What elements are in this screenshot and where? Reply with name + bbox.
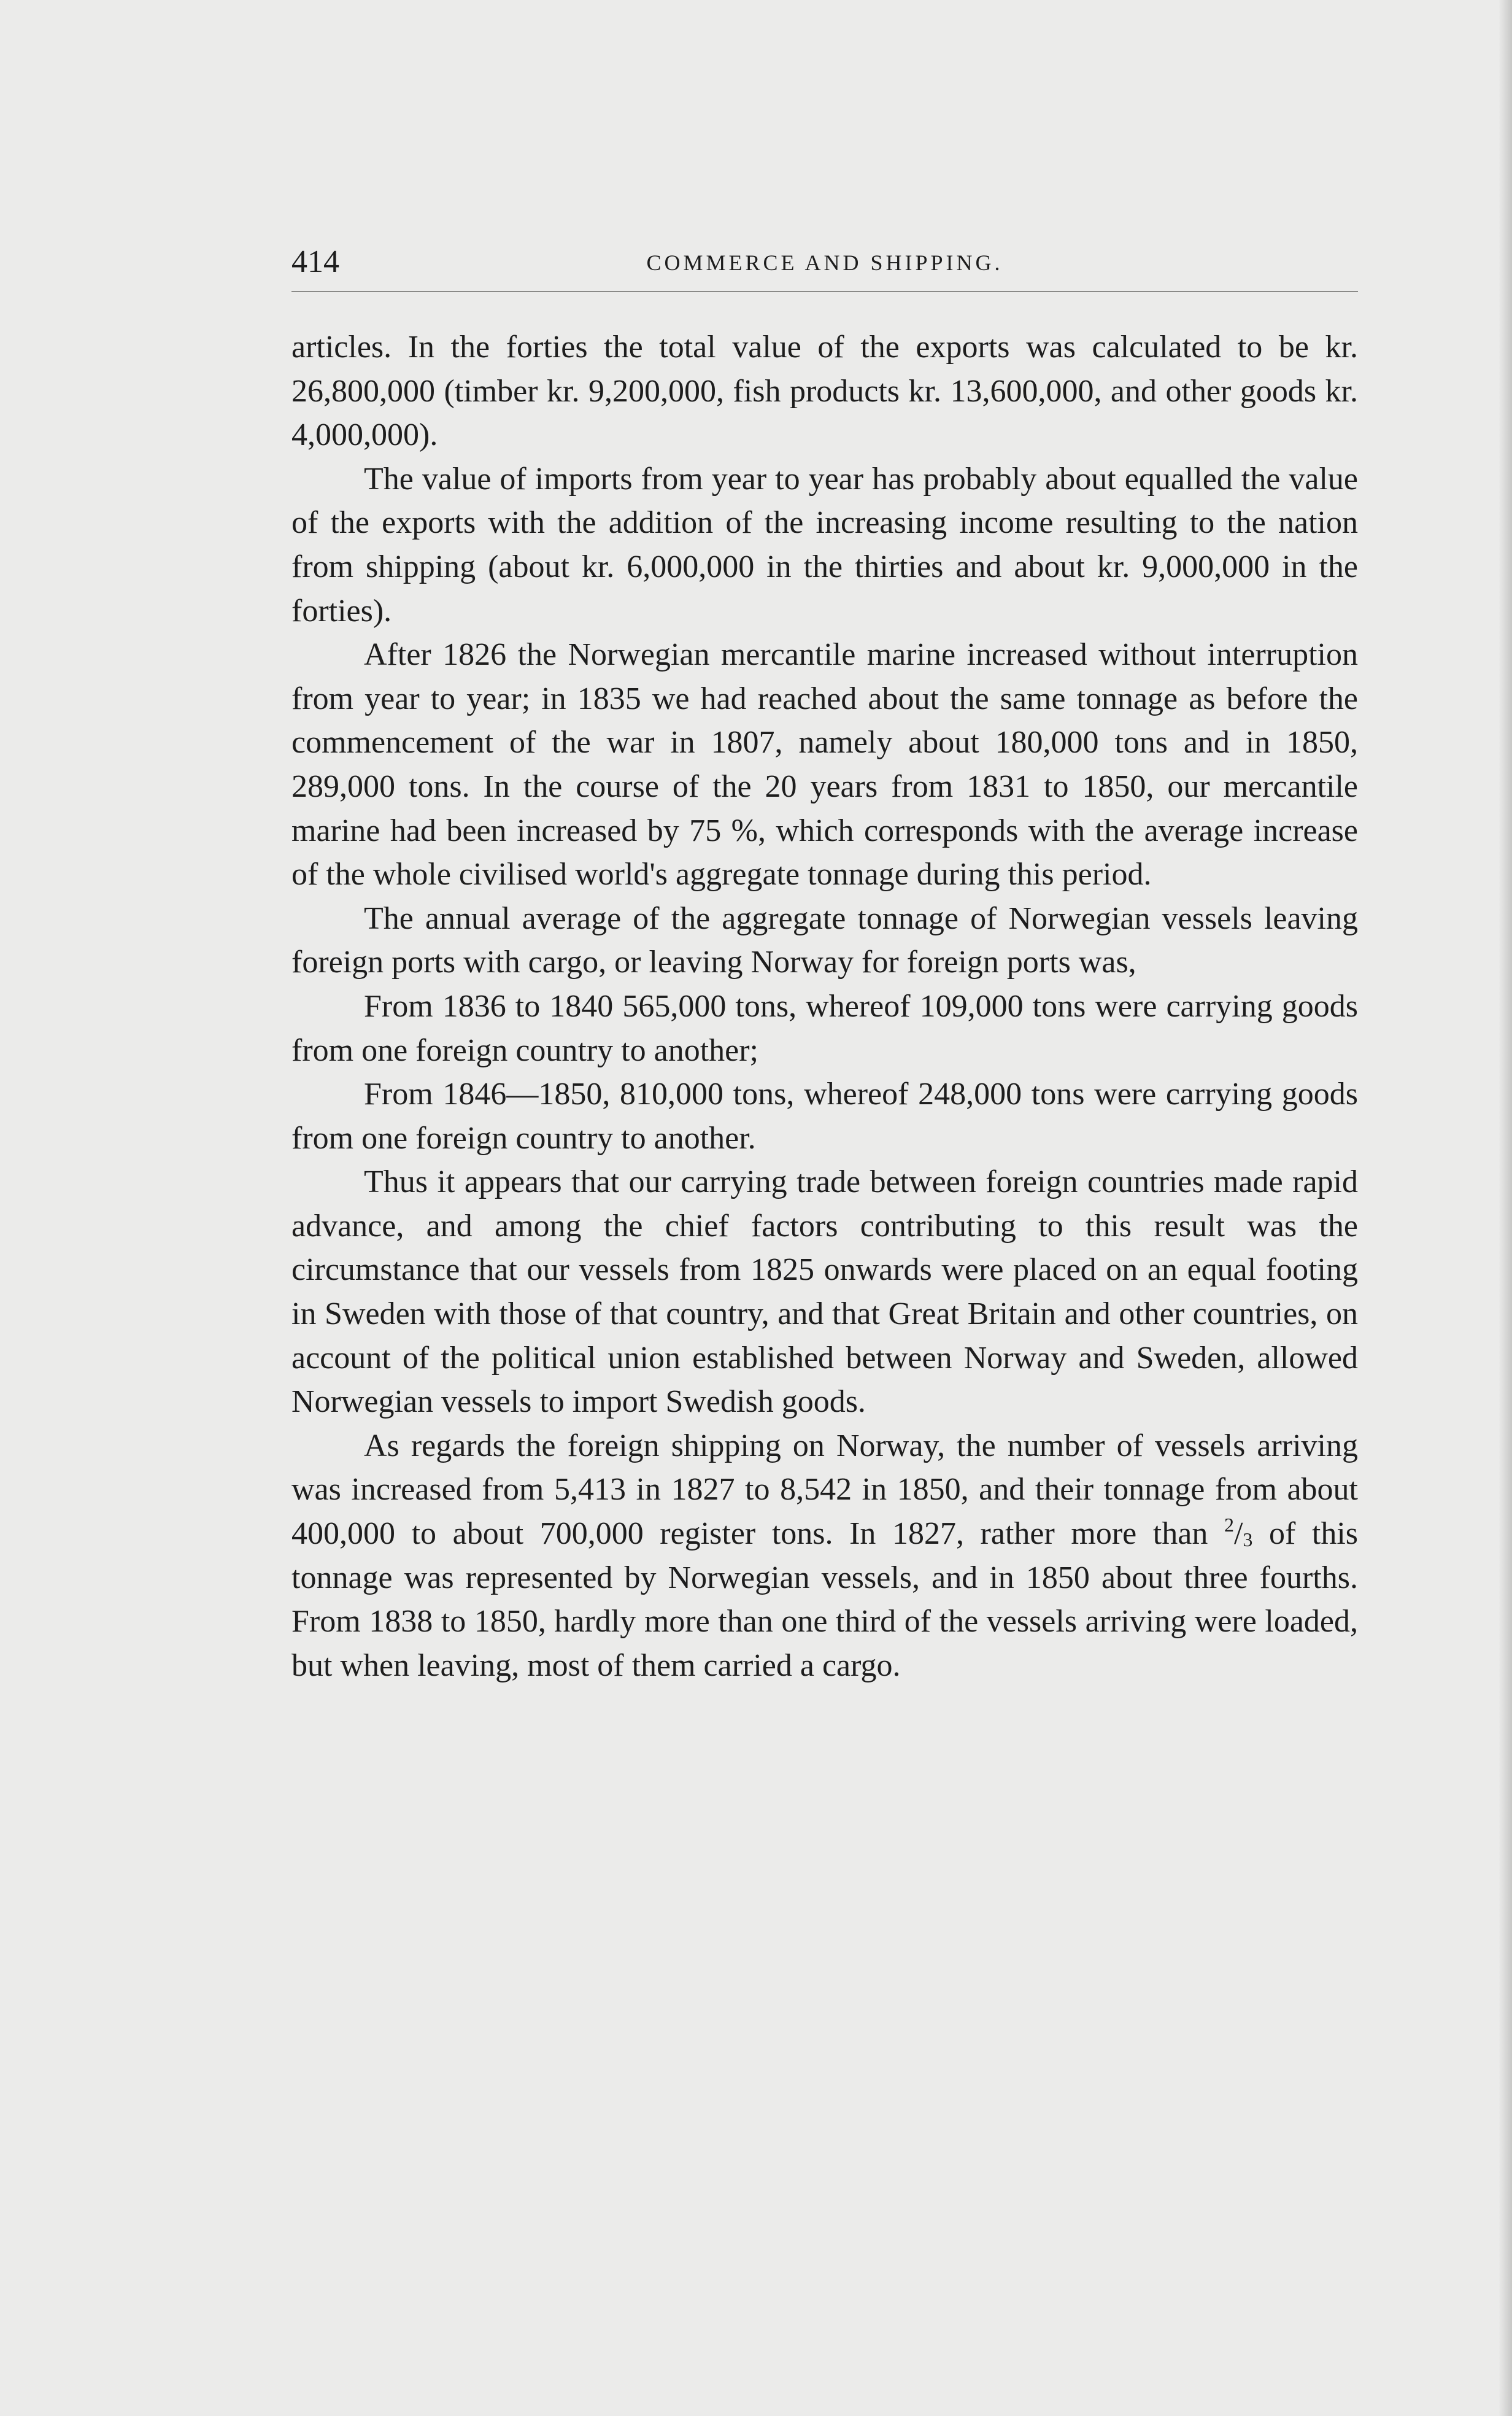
fraction-denominator: 3 [1243, 1528, 1253, 1551]
running-head [291, 241, 1358, 290]
paragraph-1846-1850: From 1846—1850, 810,000 tons, whereof 248,000 tons were carrying goods from one foreign country to another. [291, 1077, 1358, 1156]
header-rule [291, 291, 1358, 292]
paragraph-imports: The value of imports from year to year has probably about equalled the value of the exports with the addition of the increasing income resulting to the nation from shipping (about kr. 6,000,000 in the thirties and about kr. 9,000,000 in the forties). [291, 461, 1358, 629]
paragraph-annual-average: The annual average of the aggregate tonnage of Norwegian vessels leaving foreign ports with cargo, or leaving Norway for foreign ports was, [291, 900, 1358, 980]
paragraph-carrying-trade: Thus it appears that our carrying trade between foreign countries made rapid advance, and among the chief factors contributing to this result was the circumstance that our vessels from 1825 onwards were placed on an equal footing in Sweden with those of that country, and that Great Britain and other countries, on account of the political union established between Norway and Sweden, allowed Norwegian vessels to import Swedish goods. [291, 1164, 1358, 1420]
page-edge-shadow [1498, 0, 1512, 2416]
foreign-shipping-text-end: of this tonnage was represented by Norwegian vessels, and in 1850 about three fourths. From 1838 to 1850, hardly more than one third of the vessels arriving were loaded, but when leaving, most of them carried a cargo. [291, 1516, 1359, 1683]
paragraph-foreign-shipping: As regards the foreign shipping on Norway, the number of vessels arriving was increased from 5,413 in 1827 to 8,542 in 1850, and their tonnage from about 400,000 to about 700,000 register tons. In 1827, rather more than $^2/_3$ of this tonnage was represented by Norwegian vessels, and in 1850 about three fourths. From 1838 to 1850, hardly more than one third of the vessels arriving were loaded, but when leaving, most of them carried a cargo. [291, 1428, 1359, 1683]
paragraph-1836-1840: From 1836 to 1840 565,000 tons, whereof 109,000 tons were carrying goods from one foreign country to another; [291, 988, 1358, 1068]
page-number: 414 [291, 244, 339, 279]
running-title: COMMERCE AND SHIPPING. [646, 250, 1003, 275]
foreign-shipping-text-start: As regards the foreign shipping on Norway, the number of vessels arriving was increased from 5,413 in 1827 to 8,542 in 1850, and their tonnage from about 400,000 to about 700,000 register tons. In 1827, rather more than [291, 1428, 1358, 1552]
paragraph-exports-forties: articles. In the forties the total value of the exports was calculated to be kr. 26,800,000 (timber kr. 9,200,000, fish products kr. 13,600,000, and other goods kr. 4,000,000). [291, 330, 1358, 453]
paragraph-mercantile-marine: After 1826 the Norwegian mercantile marine increased without interruption from year to year; in 1835 we had reached about the same tonnage as before the commencement of the war in 1807, namely about 180,000 tons and in 1850, 289,000 tons. In the course of the 20 years from 1831 to 1850, our mercantile marine had been increased by 75 %, which corresponds with the average increase of the whole civilised world's aggregate tonnage during this period. [291, 637, 1358, 892]
body-text [291, 325, 1358, 1687]
fraction-numerator: 2 [1224, 1514, 1234, 1536]
